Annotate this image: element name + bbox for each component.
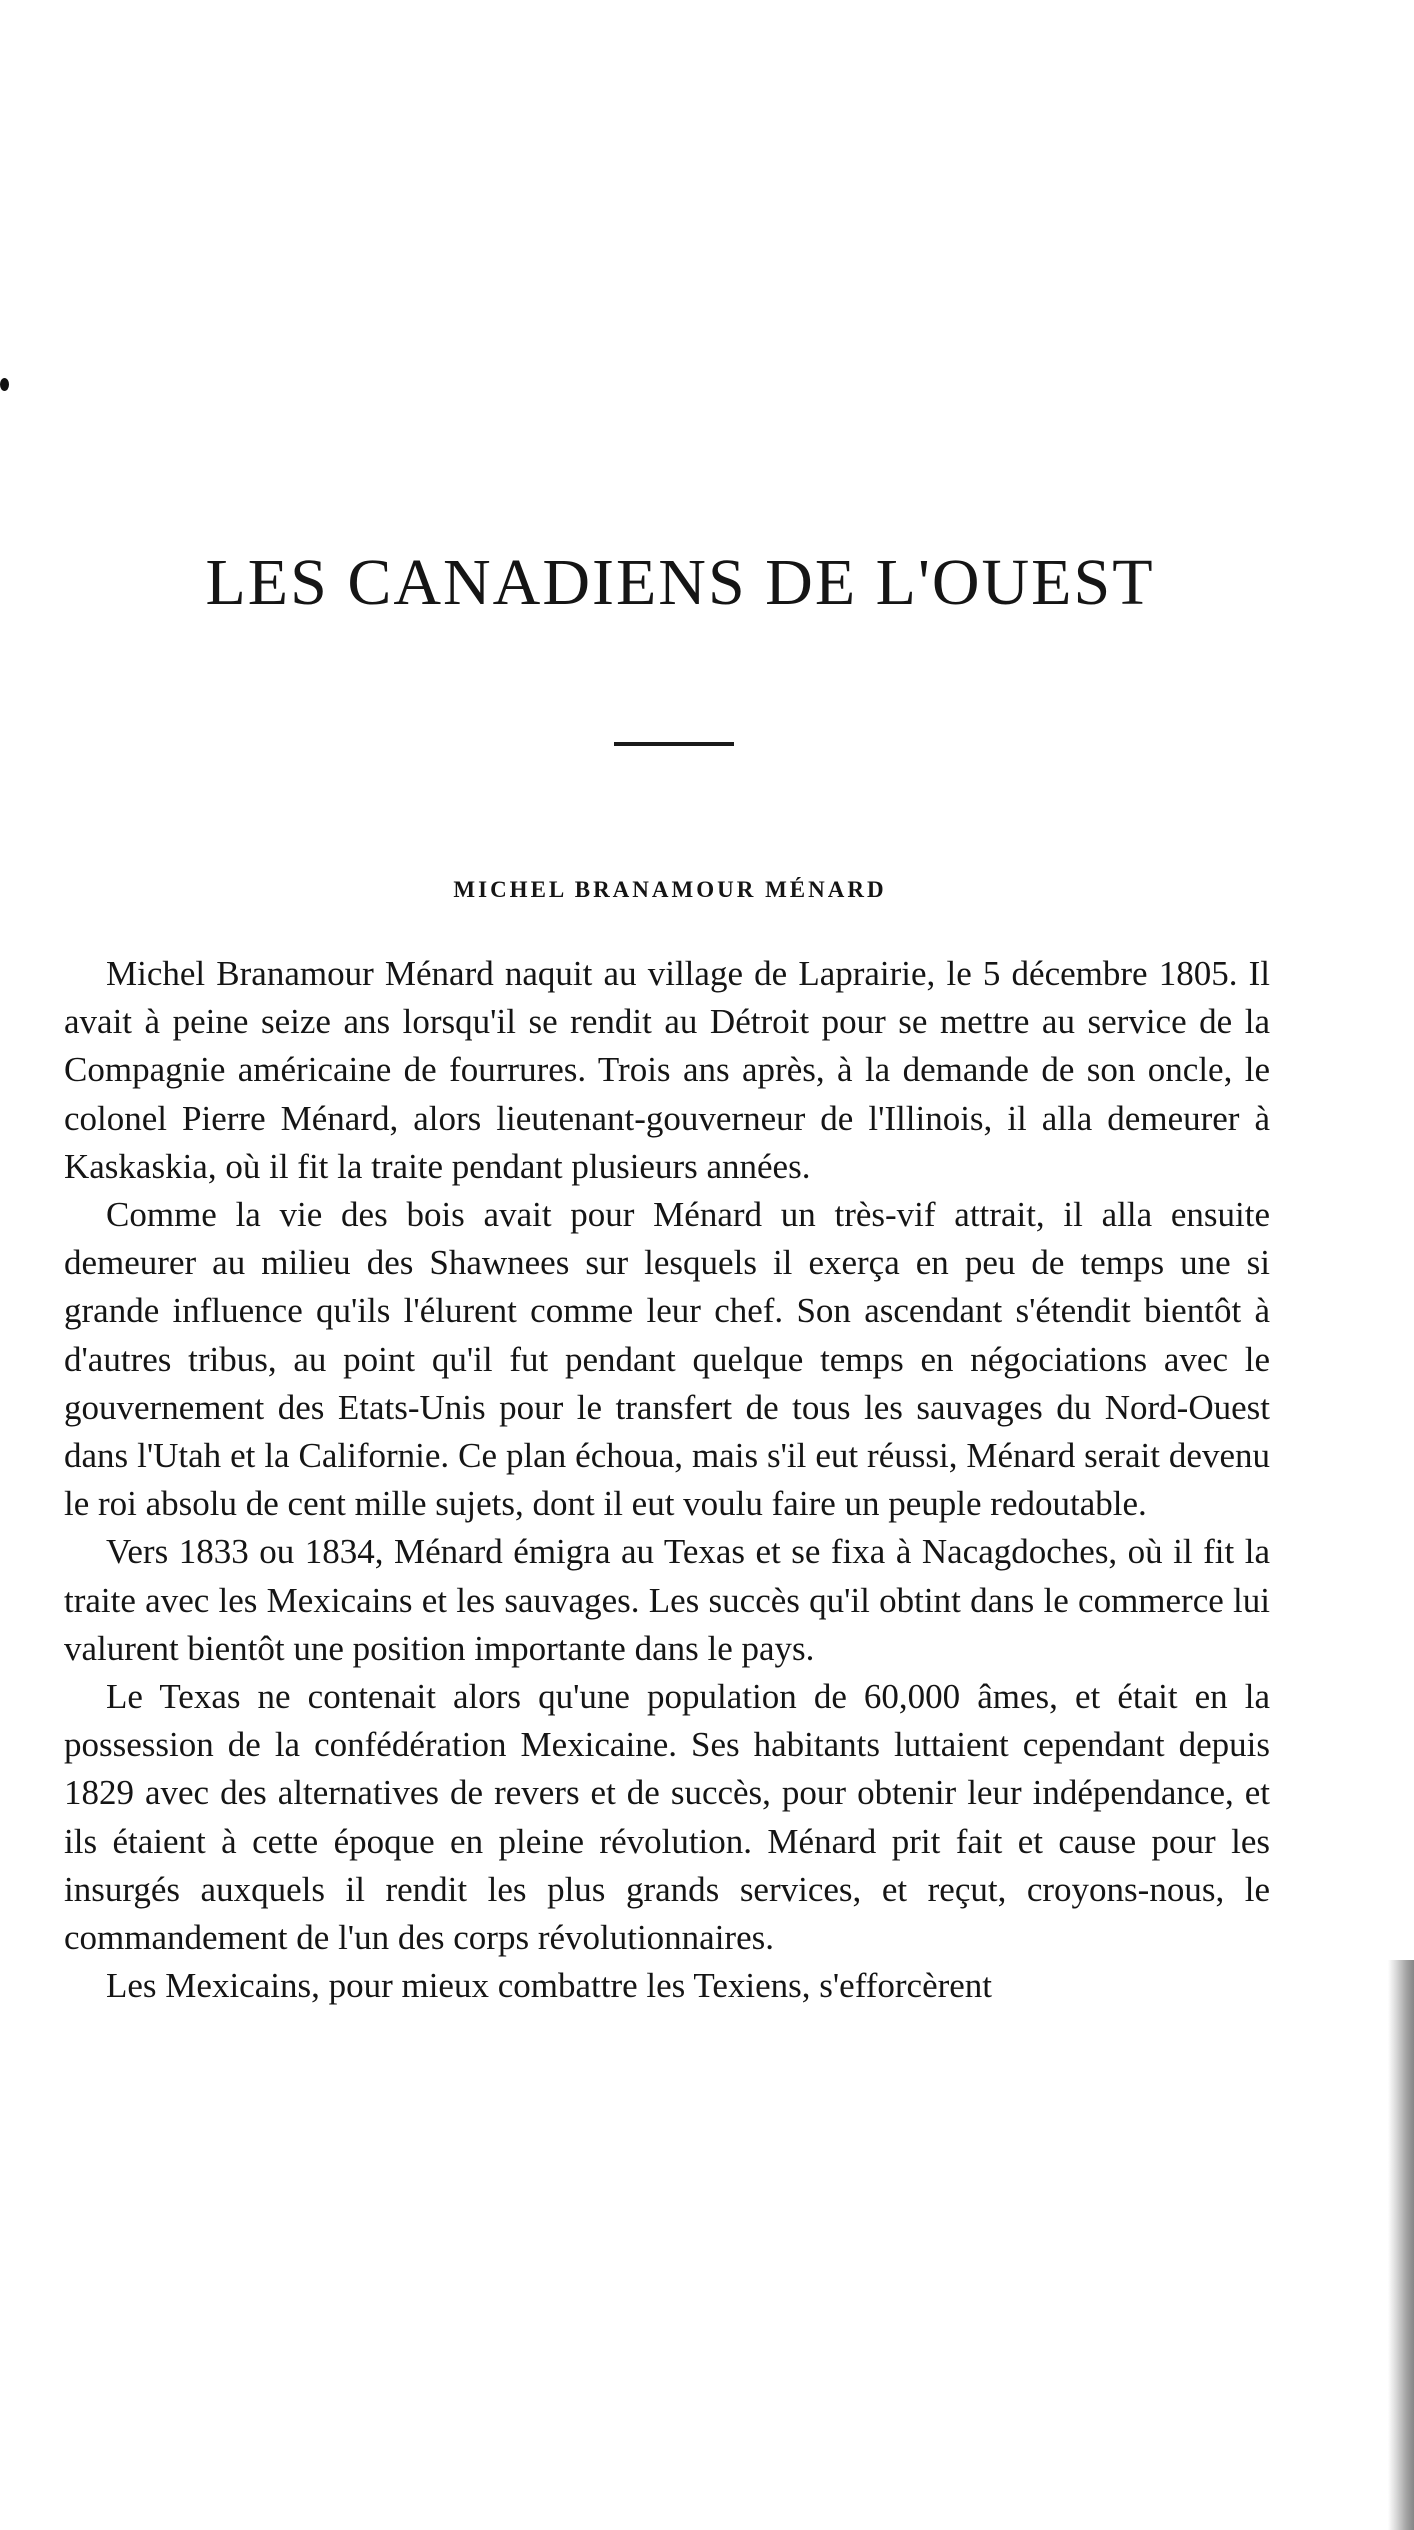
paragraph: Comme la vie des bois avait pour Ménard un très-vif attrait, il alla ensuite demeurer au milieu des Shawnees sur lesquels il exerça en peu de temps une si grande influence qu'ils l'élurent comme leur chef. Son ascendant s'étendit bientôt à d'autres tribus, au point qu'il fut pendant quelque temps en négociations avec le gouvernement des Etats-Unis pour le transfert de tous les sauvages du Nord-Ouest dans l'Utah et la Californie. Ce plan échoua, mais s'il eut réussi, Ménard serait devenu le roi absolu de cent mille sujets, dont il eut voulu faire un peuple redoutable. (64, 1195, 1270, 1524)
section-heading: MICHEL BRANAMOUR MÉNARD (453, 877, 887, 902)
body-text (64, 950, 1270, 2010)
paragraph: Le Texas ne contenait alors qu'une population de 60,000 âmes, et était en la possession de la confédération Mexicaine. Ses habitants luttaient cependant depuis 1829 avec des alternatives de revers et de succès, pour obtenir leur indépendance, et ils étaient à cette époque en pleine révolution. Ménard prit fait et cause pour les insurgés auxquels il rendit les plus grands services, et reçut, croyons-nous, le commandement de l'un des corps révolutionnaires. (64, 1677, 1270, 1958)
paragraph: Vers 1833 ou 1834, Ménard émigra au Texas et se fixa à Nacagdoches, où il fit la traite avec les Mexicains et les sauvages. Les succès qu'il obtint dans le commerce lui valurent bientôt une position importante dans le pays. (64, 1532, 1270, 1668)
paragraph: Les Mexicains, pour mieux combattre les Texiens, s'efforcèrent (106, 1966, 993, 2006)
paragraph: Michel Branamour Ménard naquit au village de Laprairie, le 5 décembre 1805. Il avait à peine seize ans lorsqu'il se rendit au Détroit pour se mettre au service de la Compagnie américaine de fourrures. Trois ans après, à la demande de son oncle, le colonel Pierre Ménard, alors lieutenant-gouverneur de l'Illinois, il alla demeurer à Kaskaskia, où il fit la traite pendant plusieurs années. (64, 954, 1270, 1186)
book-title: LES CANADIENS DE L'OUEST (205, 546, 1155, 619)
title-divider-rule (614, 742, 734, 746)
page-binding-shadow (1388, 1960, 1414, 2530)
margin-ink-speck (0, 378, 9, 391)
